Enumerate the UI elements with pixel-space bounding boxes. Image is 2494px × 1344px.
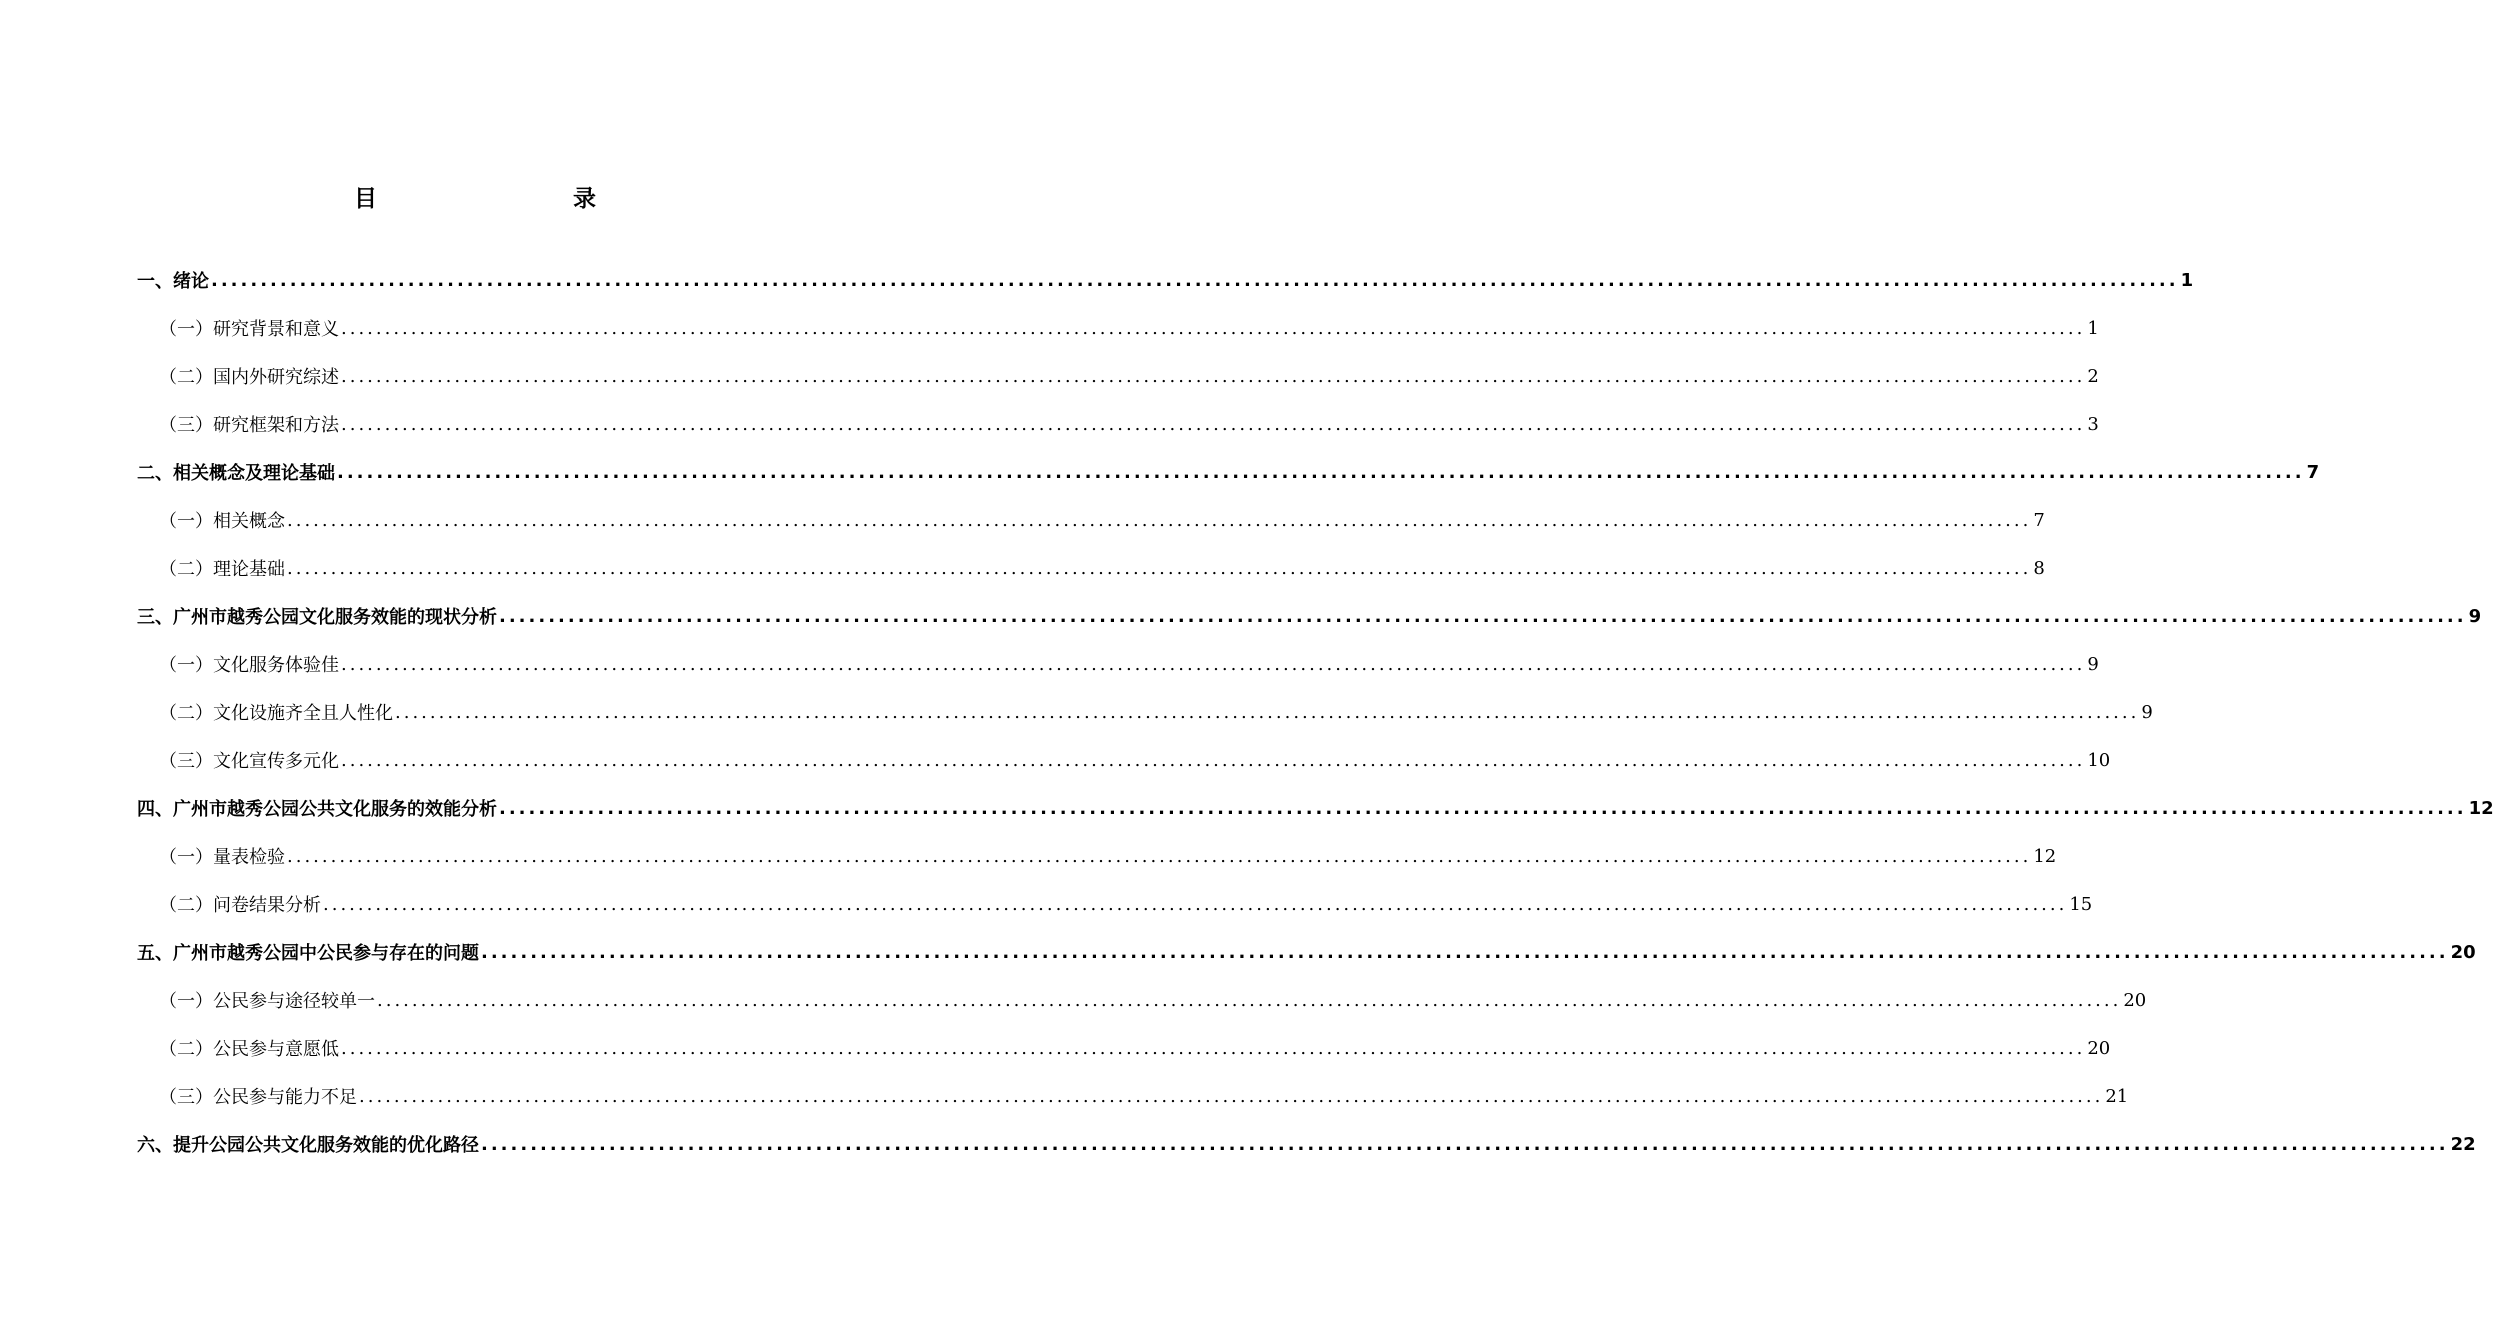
toc-entry-label: （一）公民参与途径较单一 [159,991,375,1012]
toc-entry-label: （三）文化宣传多元化 [159,751,339,772]
dot-leader: ........................................................................................................................................................................................................ [499,797,2467,819]
toc-entry-label: 三、广州市越秀公园文化服务效能的现状分析 [137,607,497,628]
toc-entry-label: （一）研究背景和意义 [159,319,339,340]
toc-entry-label: 四、广州市越秀公园公共文化服务的效能分析 [137,799,497,820]
dot-leader: ........................................................................................................................................................................................................ [211,269,2179,291]
toc-title: 目 录 [354,186,646,212]
dot-leader: ........................................................................................................................................................................................................ [341,1037,2086,1059]
toc-page-number: 20 [2087,1037,2111,1059]
toc-entry-label: （三）研究框架和方法 [159,415,339,436]
toc-entry-label: （三）公民参与能力不足 [159,1087,357,1108]
toc-section-entry[interactable] [137,304,2099,352]
dot-leader: ........................................................................................................................................................................................................ [341,413,2086,435]
toc-entry-label: 一、绪论 [137,271,209,292]
dot-leader: ........................................................................................................................................................................................................ [359,1085,2104,1107]
toc-page-number: 3 [2087,413,2099,435]
toc-section-entry[interactable] [137,688,2153,736]
dot-leader: ........................................................................................................................................................................................................ [323,893,2068,915]
toc-section-entry[interactable] [137,832,2057,880]
dot-leader: ........................................................................................................................................................................................................ [287,509,2032,531]
dot-leader: ........................................................................................................................................................................................................ [395,701,2140,723]
toc-page-number: 20 [2123,989,2147,1011]
toc-entry-label: 五、广州市越秀公园中公民参与存在的问题 [137,943,479,964]
dot-leader: ........................................................................................................................................................................................................ [499,605,2467,627]
toc-page-number: 12 [2033,845,2057,867]
dot-leader: ........................................................................................................................................................................................................ [341,365,2086,387]
toc-entry-label: 二、相关概念及理论基础 [137,463,335,484]
toc-page-number: 10 [2087,749,2111,771]
toc-chapter-entry[interactable] [137,448,2320,496]
dot-leader: ........................................................................................................................................................................................................ [337,461,2305,483]
toc-chapter-entry[interactable] [137,928,2476,976]
table-of-contents [137,256,2494,1168]
toc-entry-label: （一）文化服务体验佳 [159,655,339,676]
toc-page-number: 20 [2450,941,2476,963]
toc-page-number: 15 [2069,893,2093,915]
toc-chapter-entry[interactable] [137,784,2494,832]
toc-section-entry[interactable] [137,352,2099,400]
toc-page-number: 12 [2468,797,2494,819]
toc-chapter-entry[interactable] [137,592,2482,640]
toc-chapter-entry[interactable] [137,1120,2476,1168]
dot-leader: ........................................................................................................................................................................................................ [481,941,2449,963]
toc-page-number: 2 [2087,365,2099,387]
toc-page-number: 22 [2450,1133,2476,1155]
toc-section-entry[interactable] [137,640,2099,688]
dot-leader: ........................................................................................................................................................................................................ [481,1133,2449,1155]
toc-page-number: 7 [2033,509,2045,531]
dot-leader: ........................................................................................................................................................................................................ [287,557,2032,579]
toc-section-entry[interactable] [137,496,2045,544]
dot-leader: ........................................................................................................................................................................................................ [341,317,2086,339]
toc-section-entry[interactable] [137,880,2093,928]
toc-entry-label: （二）问卷结果分析 [159,895,321,916]
toc-page-number: 9 [2468,605,2482,627]
toc-page-number: 9 [2141,701,2153,723]
toc-entry-label: （一）量表检验 [159,847,285,868]
toc-page-number: 9 [2087,653,2099,675]
dot-leader: ........................................................................................................................................................................................................ [287,845,2032,867]
toc-section-entry[interactable] [137,1024,2111,1072]
toc-page-number: 1 [2087,317,2099,339]
toc-section-entry[interactable] [137,1072,2129,1120]
dot-leader: ........................................................................................................................................................................................................ [377,989,2122,1011]
toc-section-entry[interactable] [137,544,2045,592]
dot-leader: ........................................................................................................................................................................................................ [341,749,2086,771]
toc-section-entry[interactable] [137,976,2147,1024]
toc-entry-label: （二）理论基础 [159,559,285,580]
toc-entry-label: （二）文化设施齐全且人性化 [159,703,393,724]
toc-entry-label: （二）国内外研究综述 [159,367,339,388]
dot-leader: ........................................................................................................................................................................................................ [341,653,2086,675]
toc-entry-label: 六、提升公园公共文化服务效能的优化路径 [137,1135,479,1156]
toc-page-number: 8 [2033,557,2045,579]
toc-chapter-entry[interactable] [137,256,2194,304]
toc-page-number: 7 [2306,461,2320,483]
toc-section-entry[interactable] [137,736,2111,784]
toc-entry-label: （二）公民参与意愿低 [159,1039,339,1060]
toc-page-number: 1 [2180,269,2194,291]
toc-page-number: 21 [2105,1085,2129,1107]
toc-entry-label: （一）相关概念 [159,511,285,532]
toc-section-entry[interactable] [137,400,2099,448]
